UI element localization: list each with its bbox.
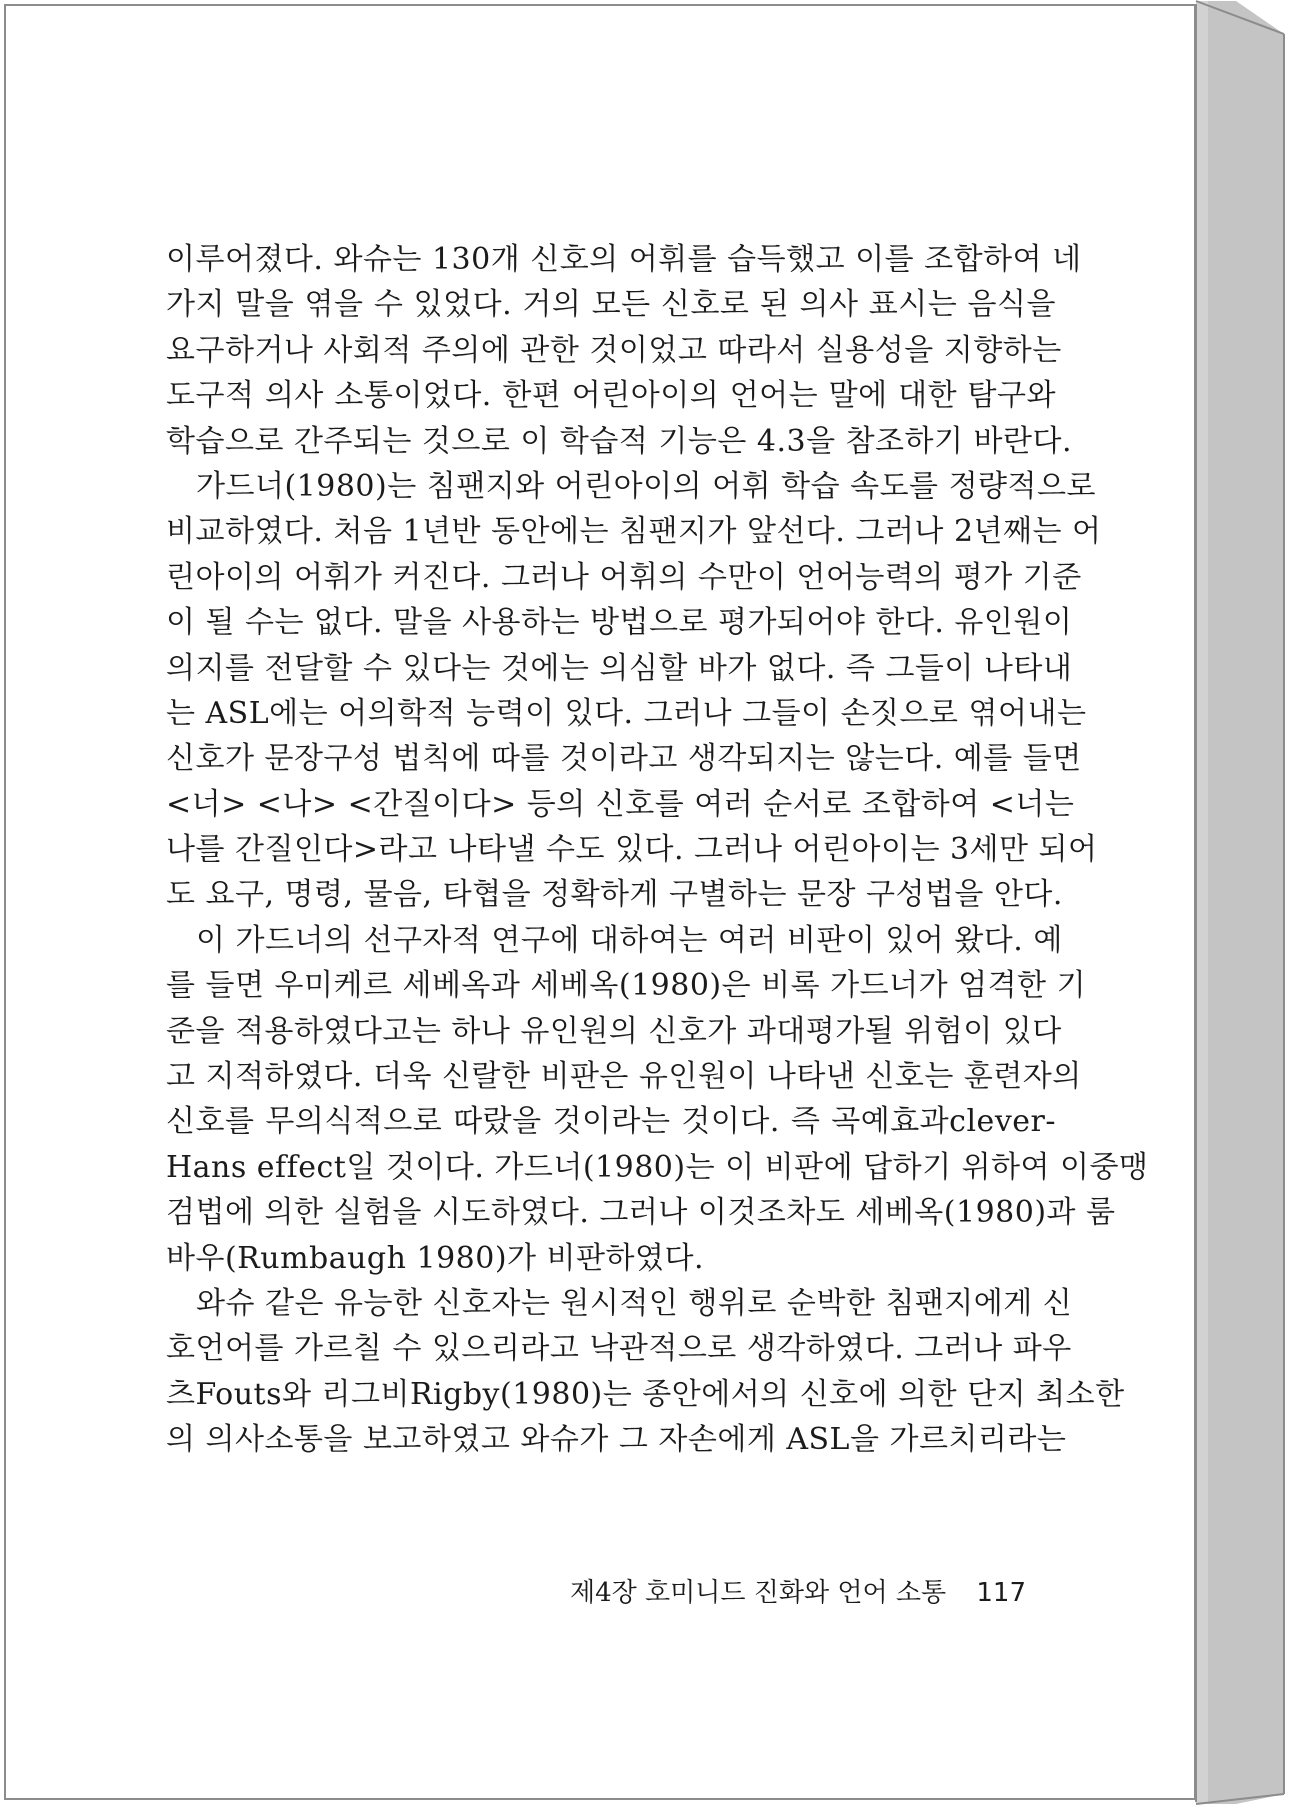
text-line: 이루어졌다. 와슈는 130개 신호의 어휘를 습득했고 이를 조합하여 네 [166, 242, 1082, 277]
text-line: 학습으로 간주되는 것으로 이 학습적 기능은 4.3을 참조하기 바란다. [166, 423, 1073, 459]
text-line: 는 ASL에는 어의학적 능력이 있다. 그러나 그들이 손짓으로 엮어내는 [166, 695, 1087, 731]
text-line: <너> <나> <간질이다> 등의 신호를 여러 순서로 조합하여 <너는 [166, 786, 1075, 822]
page-number: 117 [976, 1578, 1026, 1608]
text-line: 호언어를 가르칠 수 있으리라고 낙관적으로 생각하였다. 그러나 파우 [166, 1331, 1072, 1367]
text-line: 와슈 같은 유능한 신호자는 원시적인 행위로 순박한 침팬지에게 신 [196, 1285, 1073, 1321]
text-line: 를 들면 우미케르 세베옥과 세베옥(1980)은 비록 가드너가 엄격한 기 [166, 968, 1087, 1004]
text-line: 신호가 문장구성 법칙에 따를 것이라고 생각되지는 않는다. 예를 들면 [166, 741, 1082, 777]
text-line: 비교하였다. 처음 1년반 동안에는 침팬지가 앞선다. 그러나 2년째는 어 [166, 514, 1102, 550]
running-head: 제4장 호미니드 진화와 언어 소통 [570, 1578, 947, 1608]
text-line: 나를 간질인다>라고 나타낼 수도 있다. 그러나 어린아이는 3세만 되어 [166, 832, 1098, 868]
text-line: 바우(Rumbaugh 1980)가 비판하였다. [166, 1240, 704, 1276]
text-line: 의 의사소통을 보고하였고 와슈가 그 자손에게 ASL을 가르치리라는 [166, 1422, 1067, 1458]
text-line: 도 요구, 명령, 물음, 타협을 정확하게 구별하는 문장 구성법을 안다. [166, 877, 1063, 913]
text-line: 고 지적하였다. 더욱 신랄한 비판은 유인원이 나타낸 신호는 훈련자의 [166, 1059, 1082, 1095]
page-footer [570, 1572, 1026, 1614]
text-line: 도구적 의사 소통이었다. 한편 어린아이의 언어는 말에 대한 탐구와 [166, 378, 1056, 414]
text-line: 의지를 전달할 수 있다는 것에는 의심할 바가 없다. 즉 그들이 나타내 [166, 650, 1073, 686]
paragraph [166, 918, 1149, 1281]
text-line: 린아이의 어휘가 커진다. 그러나 어휘의 수만이 언어능력의 평가 기준 [166, 559, 1082, 595]
text-line: 준을 적용하였다고는 하나 유인원의 신호가 과대평가될 위험이 있다 [166, 1013, 1062, 1049]
text-line: 츠Fouts와 리그비Rigby(1980)는 종안에서의 신호에 의한 단지 최소한 [166, 1376, 1125, 1412]
text-line: 가드너(1980)는 침팬지와 어린아이의 어휘 학습 속도를 정량적으로 [196, 468, 1096, 504]
text-line: 요구하거나 사회적 주의에 관한 것이었고 따라서 실용성을 지향하는 [166, 332, 1062, 368]
paragraph [166, 1281, 1125, 1463]
text-line: 이 될 수는 없다. 말을 사용하는 방법으로 평가되어야 한다. 유인원이 [166, 605, 1073, 641]
paragraph [166, 237, 1082, 464]
body-text [166, 237, 1149, 1463]
text-line: 검법에 의한 실험을 시도하였다. 그러나 이것조차도 세베옥(1980)과 룸 [166, 1195, 1116, 1231]
paragraph [166, 464, 1102, 918]
text-line: 신호를 무의식적으로 따랐을 것이라는 것이다. 즉 곡예효과clever- [166, 1104, 1056, 1140]
text-line: 가지 말을 엮을 수 있었다. 거의 모든 신호로 된 의사 표시는 음식을 [166, 287, 1056, 323]
text-line: 이 가드너의 선구자적 연구에 대하여는 여러 비판이 있어 왔다. 예 [196, 922, 1063, 958]
text-line: Hans effect일 것이다. 가드너(1980)는 이 비판에 답하기 위하여 이중맹 [166, 1149, 1149, 1185]
